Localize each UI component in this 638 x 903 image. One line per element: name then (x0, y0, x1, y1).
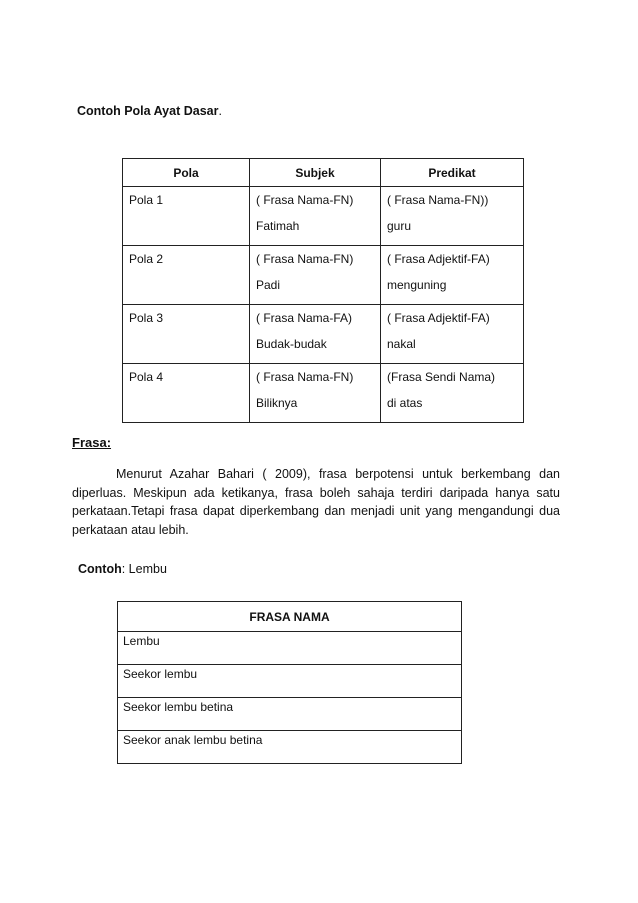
subjek-example: Fatimah (256, 219, 300, 233)
predikat-example: nakal (387, 337, 416, 351)
header-pola: Pola (123, 159, 250, 187)
contoh-line (78, 562, 167, 576)
subjek-cell (250, 187, 381, 246)
subjek-type: ( Frasa Nama-FN) (256, 370, 354, 384)
frasa-title: Frasa: (72, 435, 112, 450)
pola-cell: Pola 4 (123, 364, 250, 423)
subjek-example: Biliknya (256, 396, 298, 410)
contoh-label: Contoh (78, 562, 122, 576)
predikat-cell (381, 364, 524, 423)
frasa-cell: Lembu (118, 632, 462, 665)
subjek-example: Padi (256, 278, 281, 292)
pola-table-header-row (123, 159, 524, 187)
heading (77, 104, 222, 118)
table-row (123, 305, 524, 364)
subjek-type: ( Frasa Nama-FN) (256, 252, 354, 266)
table-row (123, 246, 524, 305)
predikat-example: menguning (387, 278, 447, 292)
predikat-example: di atas (387, 396, 423, 410)
frasa-nama-table (117, 601, 462, 764)
subjek-cell (250, 246, 381, 305)
predikat-cell (381, 246, 524, 305)
heading-suffix: . (218, 104, 222, 118)
heading-text: Contoh Pola Ayat Dasar (77, 104, 219, 118)
subjek-cell (250, 305, 381, 364)
frasa-cell: Seekor anak lembu betina (118, 731, 462, 764)
subjek-type: ( Frasa Nama-FA) (256, 311, 353, 325)
header-frasa-nama: FRASA NAMA (118, 602, 462, 632)
table-row (123, 187, 524, 246)
predikat-type: ( Frasa Adjektif-FA) (387, 252, 490, 266)
predikat-cell (381, 187, 524, 246)
subjek-cell (250, 364, 381, 423)
table-row (118, 632, 462, 665)
predikat-type: ( Frasa Nama-FN)) (387, 193, 489, 207)
pola-cell: Pola 3 (123, 305, 250, 364)
frasa-cell: Seekor lembu betina (118, 698, 462, 731)
pola-cell: Pola 1 (123, 187, 250, 246)
contoh-value: : Lembu (121, 562, 167, 576)
frasa-table-header-row (118, 602, 462, 632)
header-subjek: Subjek (250, 159, 381, 187)
table-row (118, 698, 462, 731)
pola-table (122, 158, 524, 423)
subjek-example: Budak-budak (256, 337, 327, 351)
predikat-type: ( Frasa Adjektif-FA) (387, 311, 490, 325)
predikat-example: guru (387, 219, 412, 233)
pola-cell: Pola 2 (123, 246, 250, 305)
predikat-cell (381, 305, 524, 364)
header-predikat: Predikat (381, 159, 524, 187)
table-row (118, 665, 462, 698)
table-row (118, 731, 462, 764)
table-row (123, 364, 524, 423)
subjek-type: ( Frasa Nama-FN) (256, 193, 354, 207)
frasa-cell: Seekor lembu (118, 665, 462, 698)
frasa-paragraph: Menurut Azahar Bahari ( 2009), frasa berpotensi untuk berkembang dan diperluas. Meskipun ada ketikanya, frasa boleh sahaja terdiri daripada hanya satu perkataan.Tetapi frasa dapat diperkembang dan menjadi unit yang mengandungi dua perkataan atau lebih. (72, 467, 560, 537)
predikat-type: (Frasa Sendi Nama) (387, 370, 496, 384)
